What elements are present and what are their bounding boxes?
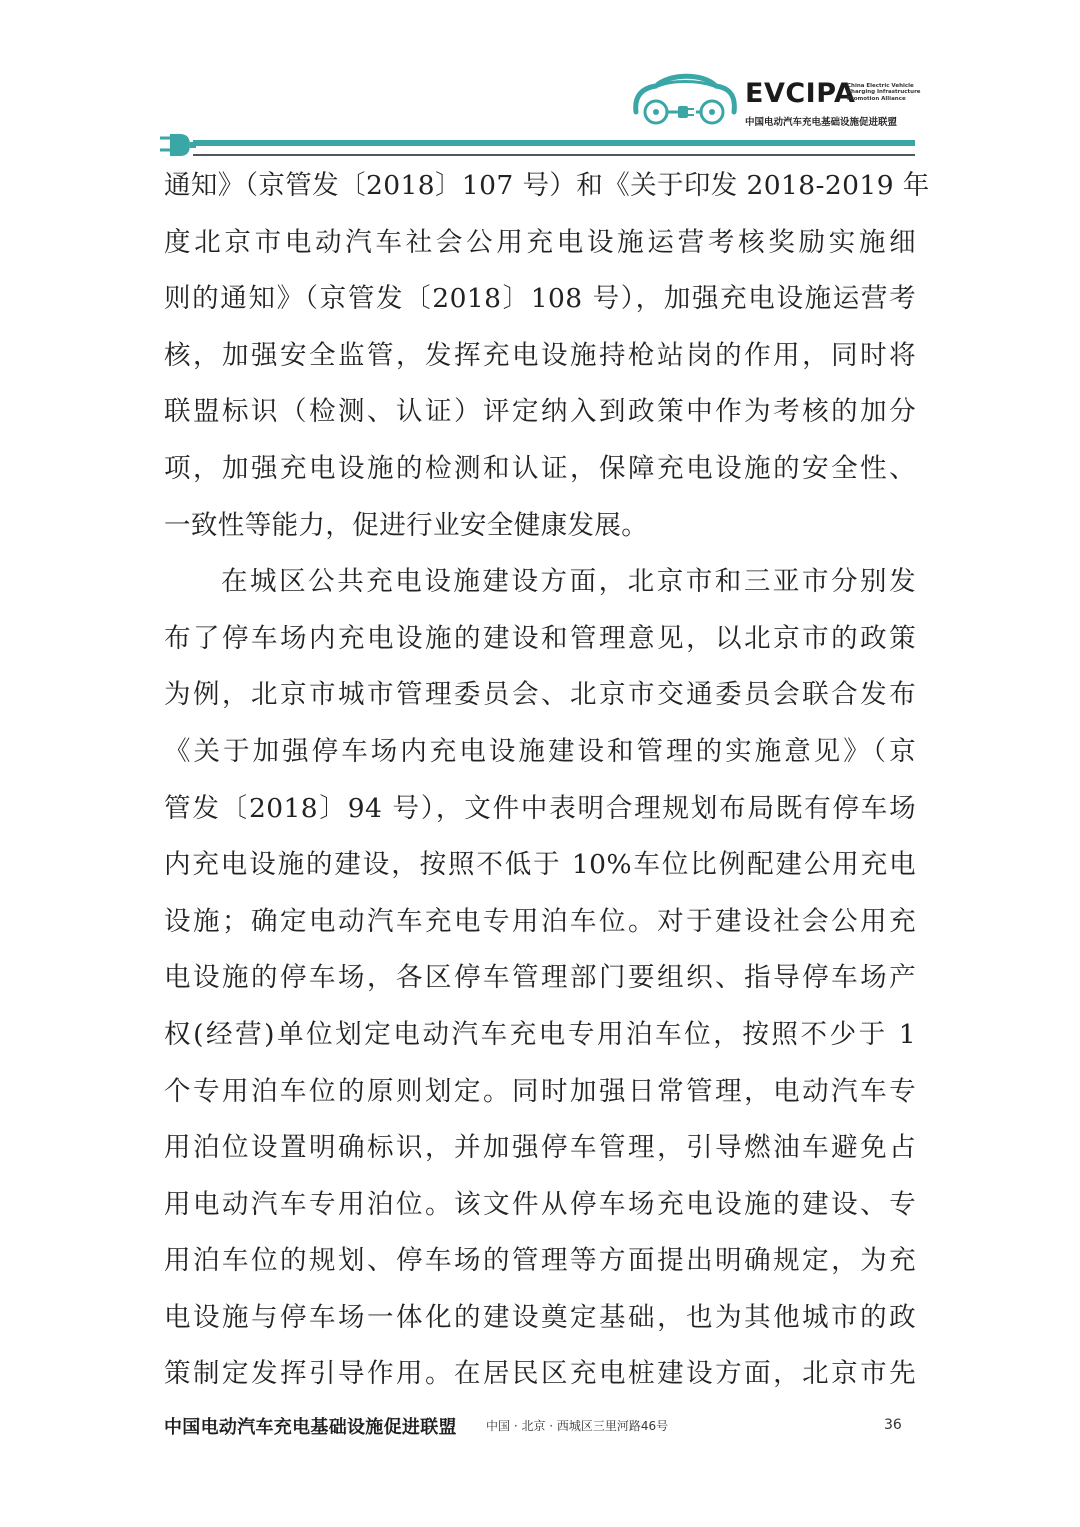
- plug-icon: [160, 132, 196, 158]
- text-line: 用泊车位的规划、停车场的管理等方面提出明确规定，为充: [164, 1245, 916, 1277]
- ev-car-logo-icon: [628, 66, 740, 130]
- text-line: 设施；确定电动汽车充电专用泊车位。对于建设社会公用充: [164, 905, 916, 937]
- text-line: 用电动汽车专用泊位。该文件从停车场充电设施的建设、专: [164, 1188, 916, 1220]
- text-line: 个专用泊车位的原则划定。同时加强日常管理，电动汽车专: [164, 1075, 916, 1107]
- text-line: 核，加强安全监管，发挥充电设施持枪站岗的作用，同时将: [164, 339, 916, 371]
- footer-address: 中国 · 北京 · 西城区三里河路46号: [486, 1419, 669, 1433]
- text-line: 为例，北京市城市管理委员会、北京市交通委员会联合发布: [164, 679, 916, 711]
- text-line: 《关于加强停车场内充电设施建设和管理的实施意见》（京: [164, 735, 916, 767]
- text-line: 管发〔2018〕94 号），文件中表明合理规划布局既有停车场: [164, 792, 916, 824]
- text-line: 电设施的停车场，各区停车管理部门要组织、指导停车场产: [164, 962, 916, 994]
- text-line: 用泊位设置明确标识，并加强停车管理，引导燃油车避免占: [164, 1132, 916, 1164]
- brand-sub-line: Promotion Alliance: [847, 95, 906, 102]
- text-line: 权(经营)单位划定电动汽车充电专用泊车位，按照不少于 1: [164, 1018, 916, 1050]
- text-line: 策制定发挥引导作用。在居民区充电桩建设方面，北京市先: [164, 1358, 916, 1390]
- brand-sub-line: Charging Infrastructure: [847, 89, 921, 96]
- paragraph: [164, 554, 916, 1403]
- text-line: 联盟标识（检测、认证）评定纳入到政策中作为考核的加分: [164, 396, 916, 428]
- text-line: 则的通知》（京管发〔2018〕108 号），加强充电设施运营考: [164, 283, 916, 315]
- page-header: [0, 0, 1080, 160]
- brand-name-cn: 中国电动汽车充电基础设施促进联盟: [745, 117, 898, 128]
- page-number: 36: [884, 1417, 902, 1433]
- text-line: 通知》（京管发〔2018〕107 号）和《关于印发 2018-2019 年: [164, 170, 930, 201]
- brand-sub-line: China Electric Vehicle: [847, 83, 914, 89]
- brand-block: [745, 78, 921, 128]
- brand-subtitle-en: [847, 83, 927, 102]
- brand-name: EVCIPA: [745, 78, 856, 109]
- text-line: 在城区公共充电设施建设方面，北京市和三亚市分别发: [221, 566, 916, 598]
- header-rule: [193, 154, 915, 156]
- footer-organization: 中国电动汽车充电基础设施促进联盟: [164, 1417, 457, 1438]
- text-line: 一致性等能力，促进行业安全健康发展。: [164, 509, 649, 541]
- text-line: 布了停车场内充电设施的建设和管理意见，以北京市的政策: [164, 622, 916, 654]
- page-body: [164, 158, 930, 1403]
- text-line: 内充电设施的建设，按照不低于 10%车位比例配建公用充电: [164, 849, 916, 881]
- header-rule-accent: [193, 140, 915, 146]
- text-line: 度北京市电动汽车社会公用充电设施运营考核奖励实施细: [164, 226, 916, 258]
- text-line: 电设施与停车场一体化的建设奠定基础，也为其他城市的政: [164, 1301, 916, 1333]
- text-line: 项，加强充电设施的检测和认证，保障充电设施的安全性、: [164, 452, 916, 484]
- paragraph: [164, 158, 930, 554]
